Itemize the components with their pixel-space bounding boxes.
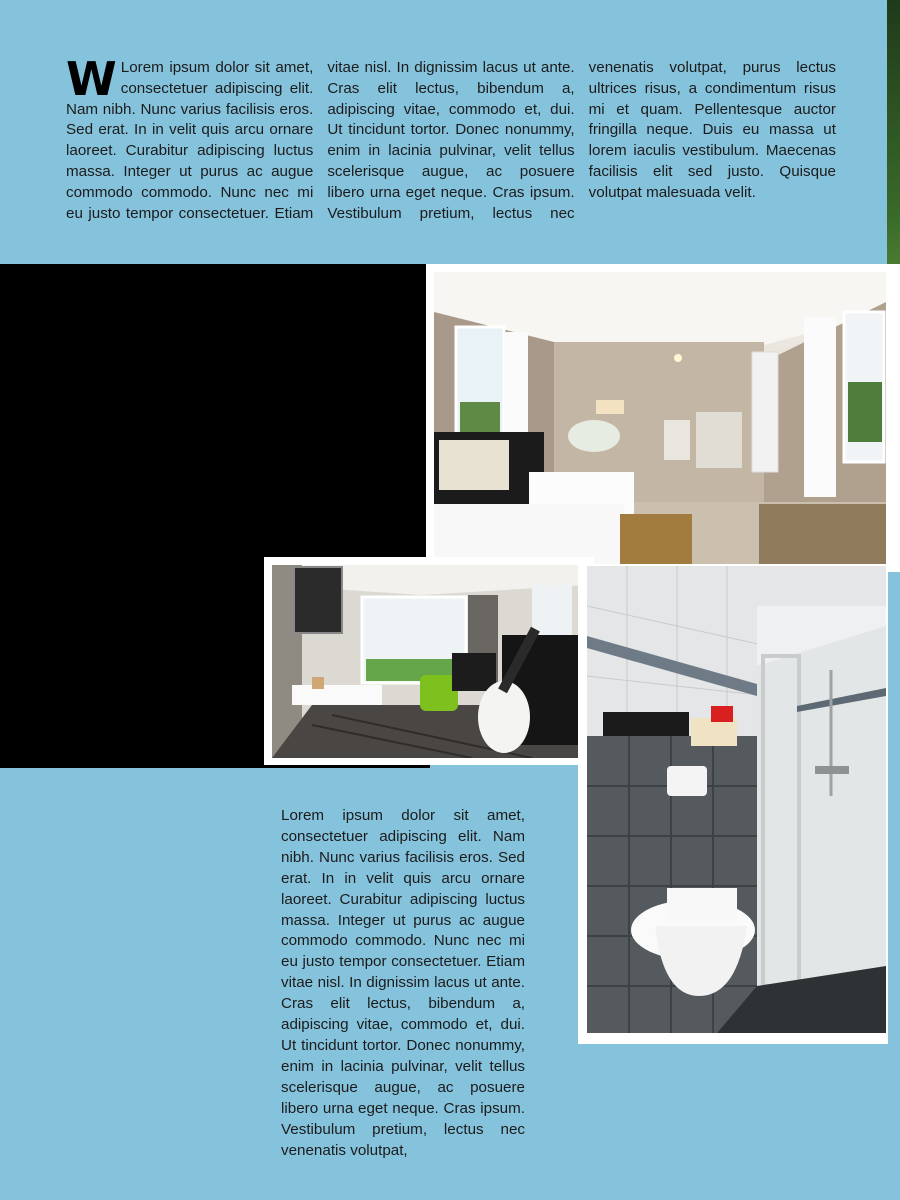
body-text-column: Lorem ipsum dolor sit amet, consectetuer adipiscing elit. Nam nibh. Nunc varius facilisis eros. Sed erat. In in velit quis arcu ornare laoreet. Curabitur adipiscing luctus massa. Integer ut purus ac augue commodo commodo. Nunc nec mi eu justo tempor consectetuer. Etiam vitae nisl. In dignissim lacus ut ante. Cras elit lectus, bibendum a, adipiscing vitae, commodo et, dui. Ut tincidunt tortor. Donec nonummy, enim in lacinia pulvinar, velit tellus scelerisque augue, ac posuere libero urna eget neque. Cras ipsum. Vestibulum pretium, lectus nec venenatis volutpat, — [281, 807, 525, 1159]
intro-text-columns — [66, 52, 836, 226]
drop-cap: W — [66, 52, 117, 106]
living-room-illustration — [434, 272, 886, 564]
bathroom-photo — [587, 566, 886, 1033]
intro-text: Lorem ipsum dolor sit amet, consectetuer adipiscing elit. Nam nibh. Nunc varius facilisis eros. Sed erat. In in velit quis arcu ornare laoreet. Curabitur adipiscing luctus massa. Integer ut purus ac augue commodo commodo. Nunc nec mi eu justo tempor consectetuer. Etiam vitae nisl. In dignissim lacus ut ante. Cras elit lectus, bibendum a, adipiscing vitae, commodo et, dui. Ut tincidunt tortor. Donec nonummy, enim in lacinia pulvinar, velit tellus scelerisque augue, ac posuere libero urna eget neque. Cras ipsum. Vestibulum pretium, lectus nec venenatis volutpat, purus lectus ultrices risus, a condimentum risus mi et quam. Pellentesque auctor fringilla neque. Duis eu massa ut lorem iaculis vestibulum. Maecenas facilisis elit sed justo. Quisque volutpat malesuada velit. — [66, 59, 836, 222]
black-panel-lower — [0, 556, 268, 768]
lounge-illustration — [272, 565, 586, 758]
bathroom-illustration — [587, 566, 886, 1033]
lounge-photo — [272, 565, 586, 758]
living-room-photo — [434, 272, 886, 564]
